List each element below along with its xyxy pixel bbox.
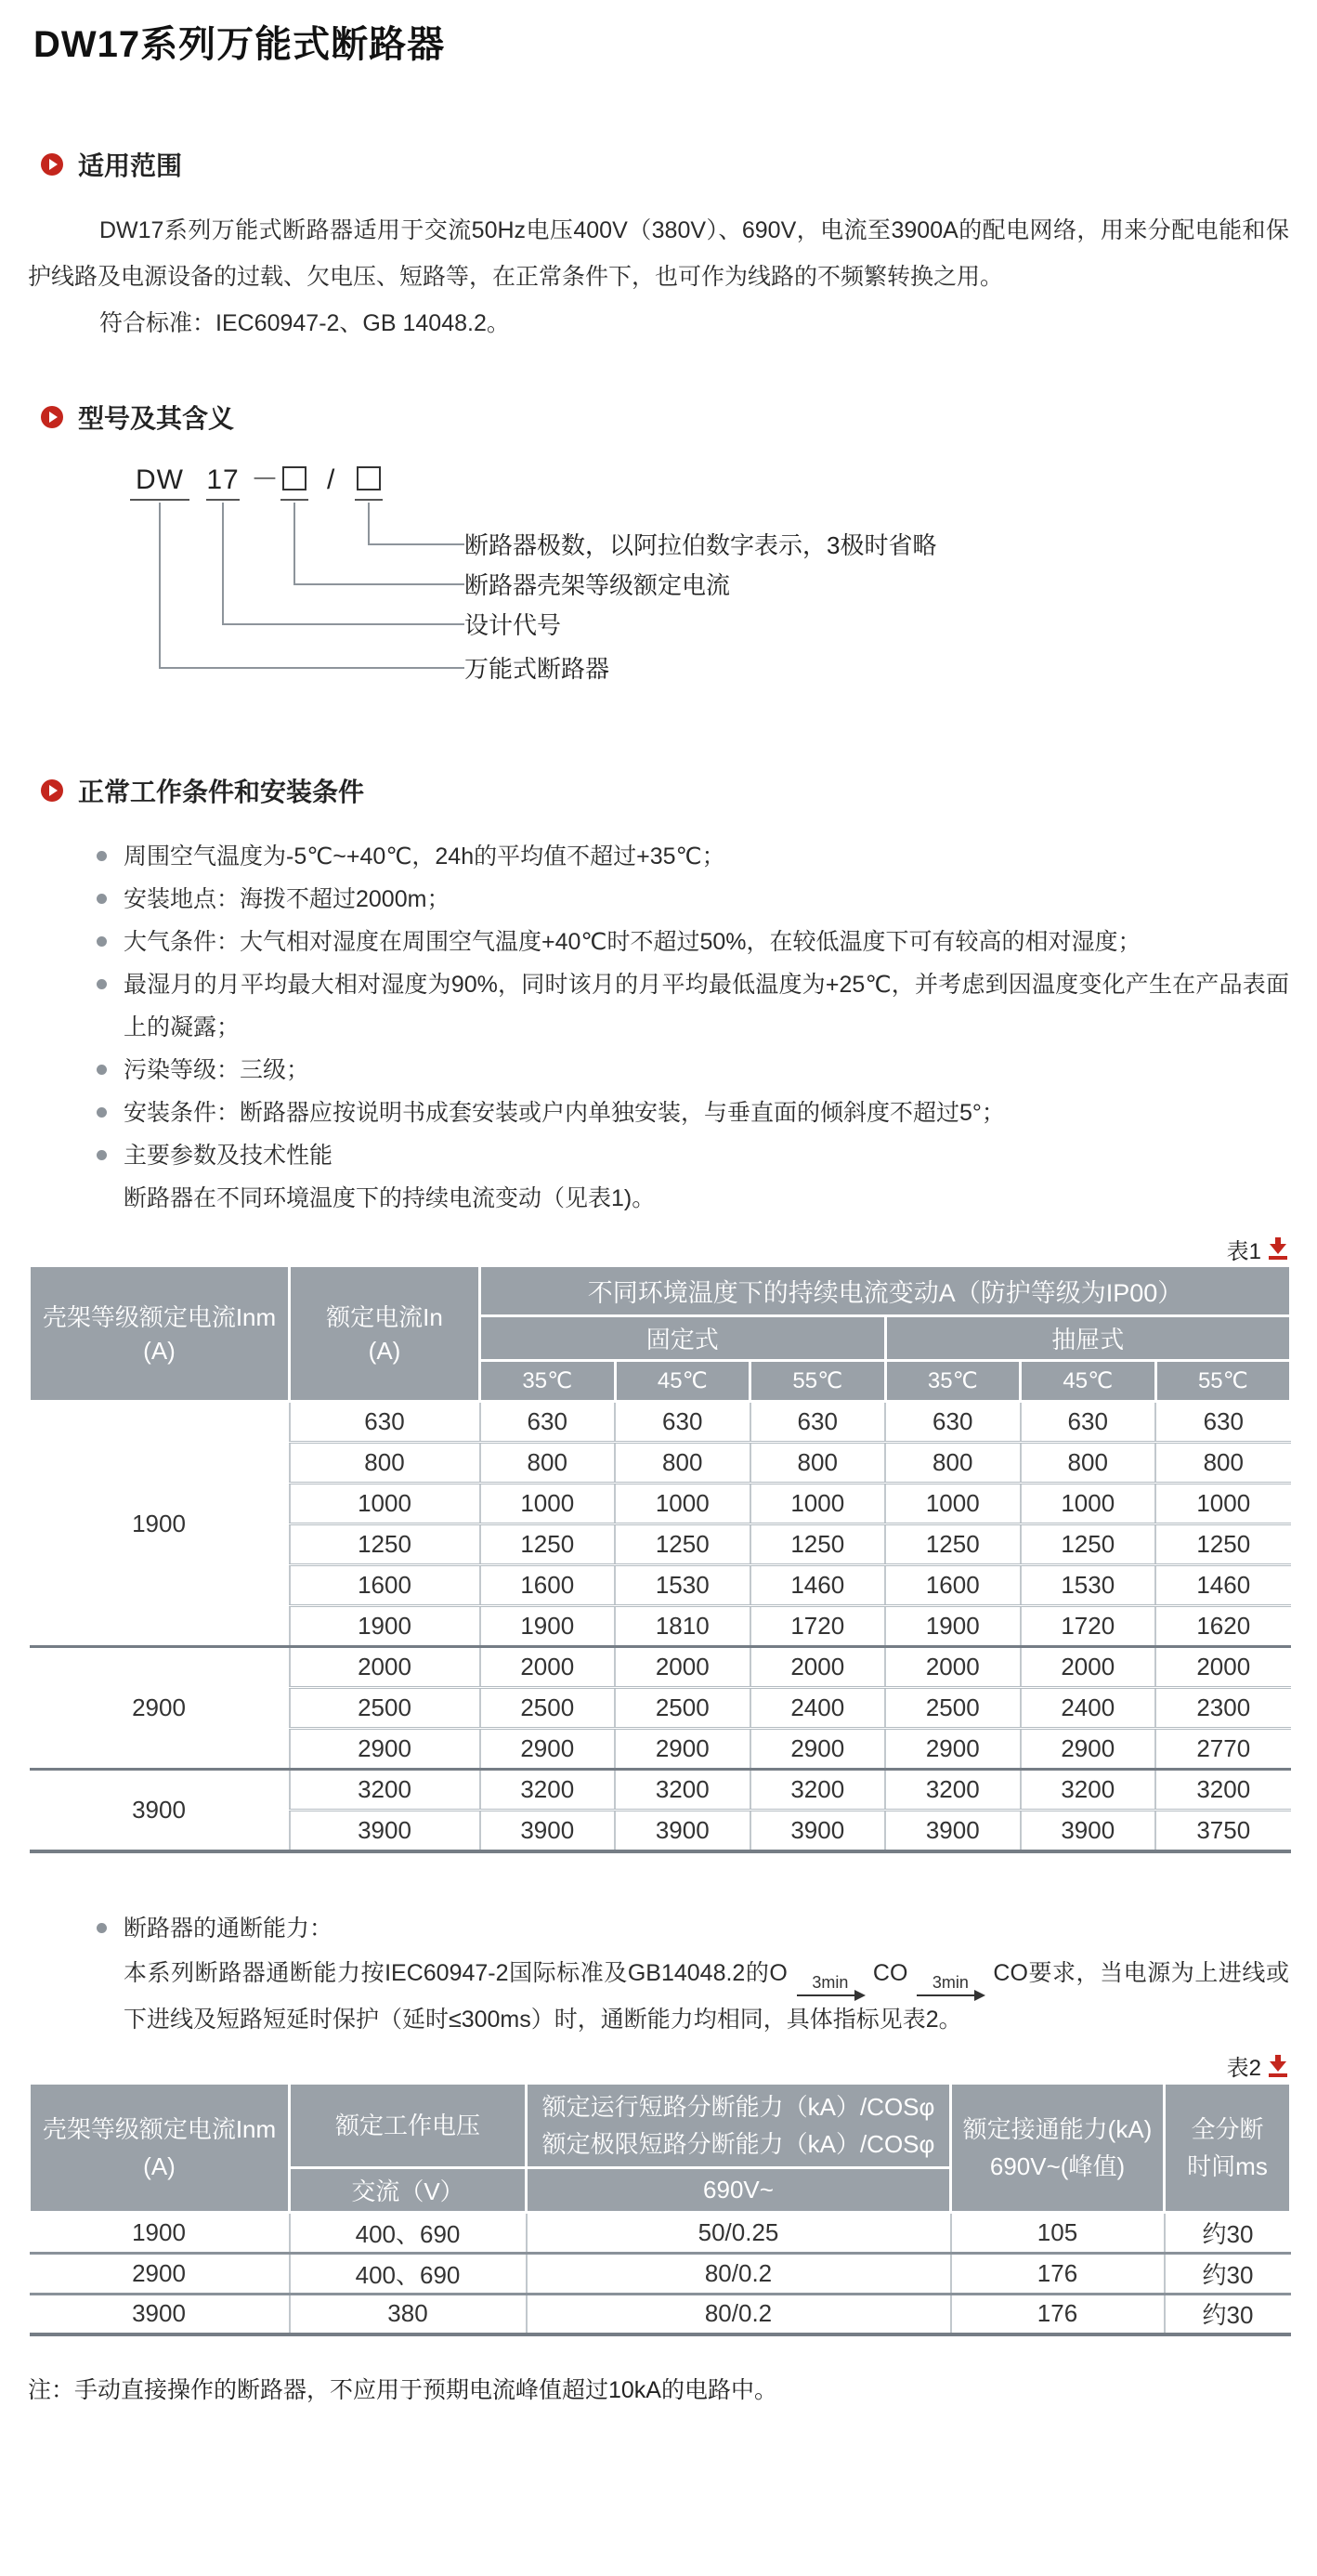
current-value-cell: 800 xyxy=(885,1443,1021,1484)
frame-current-cell: 1900 xyxy=(30,1402,290,1647)
current-value-cell: 2000 xyxy=(1155,1647,1291,1688)
table2-690v-header: 690V~ xyxy=(527,2167,951,2212)
section-heading-model xyxy=(41,399,1289,436)
current-value-cell: 1250 xyxy=(615,1524,750,1565)
current-value-cell: 2500 xyxy=(480,1688,616,1729)
list-bullet-icon xyxy=(97,1065,107,1075)
breaking-capacity-cell: 80/0.2 xyxy=(527,2253,951,2294)
current-value-cell: 2000 xyxy=(615,1647,750,1688)
table2-col4-header: 额定接通能力(kA) 690V~(峰值) xyxy=(951,2083,1165,2212)
table2-breaking-capacity xyxy=(28,2082,1292,2337)
current-value-cell: 1620 xyxy=(1155,1606,1291,1647)
current-value-cell: 3900 xyxy=(480,1811,616,1851)
rated-current-cell: 2000 xyxy=(290,1647,480,1688)
current-value-cell: 630 xyxy=(750,1402,886,1443)
table2-ac-header: 交流（V） xyxy=(290,2167,527,2212)
breaking-capacity-paragraph: 本系列断路器通断能力按IEC60947-2国际标准及GB14048.2的O 3min CO 3min CO要求，当电源为上进线或下进线及短路短延时保护（延时≤300ms）时，通断能力均相同，具体指标见表2。 xyxy=(124,1959,1289,2033)
table1-current-variation xyxy=(28,1264,1292,1853)
current-value-cell: 3900 xyxy=(1021,1811,1156,1851)
list-item: 污染等级：三级； xyxy=(28,1049,1289,1092)
table-row xyxy=(30,1402,1291,1443)
list-bullet-icon xyxy=(97,1923,107,1933)
table1-temp-header: 55℃ xyxy=(1155,1361,1291,1402)
rated-current-cell: 1250 xyxy=(290,1524,480,1565)
table1-col1-header: 壳架等级额定电流Inm (A) xyxy=(30,1266,290,1402)
section-heading-conditions-label: 正常工作条件和安装条件 xyxy=(78,778,365,806)
table1-fixed-header: 固定式 xyxy=(480,1316,886,1361)
current-value-cell: 2900 xyxy=(480,1729,616,1770)
o-co-cycle-arrow: 3min xyxy=(797,1974,864,1996)
current-value-cell: 1000 xyxy=(615,1484,750,1524)
current-value-cell: 800 xyxy=(615,1443,750,1484)
table-download-icon xyxy=(1269,1237,1287,1260)
breaking-capacity-title: 断路器的通断能力： xyxy=(124,1915,333,1942)
current-value-cell: 3200 xyxy=(750,1770,886,1811)
current-value-cell: 3200 xyxy=(1155,1770,1291,1811)
current-value-cell: 1250 xyxy=(1021,1524,1156,1565)
current-value-cell: 1600 xyxy=(480,1565,616,1606)
rated-current-cell: 3200 xyxy=(290,1770,480,1811)
current-value-cell: 3900 xyxy=(615,1811,750,1851)
current-value-cell: 800 xyxy=(750,1443,886,1484)
breaking-capacity-cell: 50/0.25 xyxy=(527,2212,951,2253)
model-label-design: 设计代号 xyxy=(464,611,562,639)
current-value-cell: 2900 xyxy=(615,1729,750,1770)
table2-tag-label: 表2 xyxy=(1226,2056,1261,2081)
rated-current-cell: 800 xyxy=(290,1443,480,1484)
model-code-slash: / xyxy=(327,464,335,495)
current-value-cell: 1000 xyxy=(1021,1484,1156,1524)
current-value-cell: 3900 xyxy=(750,1811,886,1851)
list-bullet-icon xyxy=(97,979,107,989)
list-bullet-icon xyxy=(97,894,107,904)
rated-current-cell: 630 xyxy=(290,1402,480,1443)
current-value-cell: 1600 xyxy=(885,1565,1021,1606)
current-value-cell: 630 xyxy=(1021,1402,1156,1443)
model-code-frame-box xyxy=(280,464,308,501)
table1-col2-header: 额定电流In (A) xyxy=(290,1266,480,1402)
list-bullet-icon xyxy=(97,1150,107,1160)
table1-tag-label: 表1 xyxy=(1226,1238,1261,1264)
current-value-cell: 1720 xyxy=(1021,1606,1156,1647)
table2-tag xyxy=(28,2050,1287,2082)
table-row xyxy=(30,1647,1291,1688)
placeholder-box-icon xyxy=(282,466,306,490)
list-item: 安装地点：海拨不超过2000m； xyxy=(28,878,1289,921)
table-download-icon xyxy=(1269,2055,1287,2077)
rated-current-cell: 2500 xyxy=(290,1688,480,1729)
table2-col2-header: 额定工作电压 xyxy=(290,2083,527,2167)
current-value-cell: 2400 xyxy=(1021,1688,1156,1729)
model-code-poles-box xyxy=(355,464,383,501)
current-value-cell: 1000 xyxy=(750,1484,886,1524)
current-value-cell: 630 xyxy=(1155,1402,1291,1443)
section-heading-conditions xyxy=(41,772,1289,809)
rated-current-cell: 2900 xyxy=(290,1729,480,1770)
table2-col3-header: 额定运行短路分断能力（kA）/COSφ 额定极限短路分断能力（kA）/COSφ xyxy=(527,2083,951,2167)
current-value-cell: 2900 xyxy=(885,1729,1021,1770)
scope-paragraph: DW17系列万能式断路器适用于交流50Hz电压400V（380V）、690V，电流至3900A的配电网络，用来分配电能和保护线路及电源设备的过载、欠电压、短路等，在正常条件下，也可作为线路的不频繁转换之用。 xyxy=(28,217,1289,290)
table2-col1-header: 壳架等级额定电流Inm (A) xyxy=(30,2083,290,2212)
break-time-cell: 约30 xyxy=(1165,2253,1291,2294)
current-value-cell: 1000 xyxy=(885,1484,1021,1524)
current-value-cell: 2000 xyxy=(885,1647,1021,1688)
table1-temp-header: 55℃ xyxy=(750,1361,886,1402)
section-bullet-icon xyxy=(41,153,63,176)
current-value-cell: 1900 xyxy=(480,1606,616,1647)
current-value-cell: 630 xyxy=(480,1402,616,1443)
table1-temp-header: 45℃ xyxy=(1021,1361,1156,1402)
model-label-type: 万能式断路器 xyxy=(464,655,610,683)
conditions-list xyxy=(28,835,1289,1177)
o-co-cycle-arrow: 3min xyxy=(917,1974,984,1996)
section-bullet-icon xyxy=(41,779,63,802)
current-value-cell: 1460 xyxy=(1155,1565,1291,1606)
list-item: 周围空气温度为-5℃~+40℃，24h的平均值不超过+35℃； xyxy=(28,835,1289,878)
making-capacity-cell: 176 xyxy=(951,2253,1165,2294)
breaking-capacity-item xyxy=(28,1907,1289,1950)
current-value-cell: 1250 xyxy=(750,1524,886,1565)
table1-temp-header: 35℃ xyxy=(885,1361,1021,1402)
list-item: 最湿月的月平均最大相对湿度为90%，同时该月的月平均最低温度为+25℃，并考虑到因温度变化产生在产品表面上的凝露； xyxy=(28,963,1289,1049)
table-row xyxy=(30,2212,1291,2253)
current-value-cell: 2000 xyxy=(750,1647,886,1688)
model-code-dw: DW xyxy=(130,464,189,501)
frame-current-cell: 3900 xyxy=(30,2294,290,2334)
current-value-cell: 1250 xyxy=(885,1524,1021,1565)
list-bullet-icon xyxy=(97,936,107,947)
rated-current-cell: 1000 xyxy=(290,1484,480,1524)
current-value-cell: 800 xyxy=(1021,1443,1156,1484)
table1-temp-header: 35℃ xyxy=(480,1361,616,1402)
break-time-cell: 约30 xyxy=(1165,2294,1291,2334)
section-heading-scope-label: 适用范围 xyxy=(78,151,183,180)
table-row xyxy=(30,2253,1291,2294)
current-value-cell: 2500 xyxy=(615,1688,750,1729)
current-value-cell: 3900 xyxy=(885,1811,1021,1851)
table1-drawer-header: 抽屉式 xyxy=(885,1316,1291,1361)
list-item: 安装条件：断路器应按说明书成套安装或户内单独安装，与垂直面的倾斜度不超过5°； xyxy=(28,1092,1289,1134)
current-value-cell: 3200 xyxy=(1021,1770,1156,1811)
voltage-cell: 400、690 xyxy=(290,2212,527,2253)
current-value-cell: 1000 xyxy=(1155,1484,1291,1524)
voltage-cell: 400、690 xyxy=(290,2253,527,2294)
model-code-dash: － xyxy=(251,464,279,495)
current-value-cell: 1000 xyxy=(480,1484,616,1524)
current-value-cell: 1250 xyxy=(1155,1524,1291,1565)
current-value-cell: 1530 xyxy=(615,1565,750,1606)
current-value-cell: 2000 xyxy=(1021,1647,1156,1688)
rated-current-cell: 1900 xyxy=(290,1606,480,1647)
list-item: 主要参数及技术性能 xyxy=(28,1134,1289,1177)
document-page xyxy=(0,15,1317,2409)
model-designation-diagram xyxy=(28,464,1289,698)
current-value-cell: 2500 xyxy=(885,1688,1021,1729)
breaking-capacity-cell: 80/0.2 xyxy=(527,2294,951,2334)
current-value-cell: 1720 xyxy=(750,1606,886,1647)
current-value-cell: 1460 xyxy=(750,1565,886,1606)
current-value-cell: 2770 xyxy=(1155,1729,1291,1770)
current-value-cell: 630 xyxy=(615,1402,750,1443)
section-heading-model-label: 型号及其含义 xyxy=(78,404,235,433)
break-time-cell: 约30 xyxy=(1165,2212,1291,2253)
voltage-cell: 380 xyxy=(290,2294,527,2334)
section-heading-scope xyxy=(41,146,1289,183)
conditions-note: 断路器在不同环境温度下的持续电流变动（见表1)。 xyxy=(124,1185,656,1211)
frame-current-cell: 1900 xyxy=(30,2212,290,2253)
current-value-cell: 3200 xyxy=(480,1770,616,1811)
page-title: DW17系列万能式断路器 xyxy=(33,24,446,65)
section-bullet-icon xyxy=(41,406,63,428)
current-value-cell: 2900 xyxy=(750,1729,886,1770)
model-code-design: 17 xyxy=(206,464,240,501)
table2-col5-header: 全分断 时间ms xyxy=(1165,2083,1291,2212)
table1-temp-header: 45℃ xyxy=(615,1361,750,1402)
current-value-cell: 1530 xyxy=(1021,1565,1156,1606)
current-value-cell: 800 xyxy=(1155,1443,1291,1484)
making-capacity-cell: 176 xyxy=(951,2294,1165,2334)
table1-span-header: 不同环境温度下的持续电流变动A（防护等级为IP00） xyxy=(480,1266,1291,1316)
current-value-cell: 2300 xyxy=(1155,1688,1291,1729)
current-value-cell: 2000 xyxy=(480,1647,616,1688)
current-value-cell: 1250 xyxy=(480,1524,616,1565)
frame-current-cell: 2900 xyxy=(30,1647,290,1770)
current-value-cell: 1810 xyxy=(615,1606,750,1647)
list-item: 大气条件：大气相对湿度在周围空气温度+40℃时不超过50%，在较低温度下可有较高的相对湿度； xyxy=(28,921,1289,963)
frame-current-cell: 2900 xyxy=(30,2253,290,2294)
scope-standards-line: 符合标准：IEC60947-2、GB 14048.2。 xyxy=(99,310,510,336)
model-label-poles: 断路器极数，以阿拉伯数字表示，3极时省略 xyxy=(464,531,937,559)
placeholder-box-icon xyxy=(357,466,381,490)
current-value-cell: 630 xyxy=(885,1402,1021,1443)
table-row xyxy=(30,2294,1291,2334)
right-arrow-icon xyxy=(917,1994,984,1996)
list-bullet-icon xyxy=(97,1107,107,1118)
right-arrow-icon xyxy=(797,1994,864,1996)
current-value-cell: 1900 xyxy=(885,1606,1021,1647)
footer-note: 注：手动直接操作的断路器，不应用于预期电流峰值超过10kA的电路中。 xyxy=(28,2377,777,2403)
table-row xyxy=(30,1770,1291,1811)
current-value-cell: 800 xyxy=(480,1443,616,1484)
rated-current-cell: 1600 xyxy=(290,1565,480,1606)
current-value-cell: 2400 xyxy=(750,1688,886,1729)
rated-current-cell: 3900 xyxy=(290,1811,480,1851)
making-capacity-cell: 105 xyxy=(951,2212,1165,2253)
current-value-cell: 3750 xyxy=(1155,1811,1291,1851)
current-value-cell: 3200 xyxy=(615,1770,750,1811)
current-value-cell: 2900 xyxy=(1021,1729,1156,1770)
table1-tag xyxy=(28,1233,1287,1264)
connector-line xyxy=(159,503,464,669)
model-label-frame: 断路器壳架等级额定电流 xyxy=(464,571,731,599)
list-bullet-icon xyxy=(97,851,107,861)
frame-current-cell: 3900 xyxy=(30,1770,290,1851)
current-value-cell: 3200 xyxy=(885,1770,1021,1811)
